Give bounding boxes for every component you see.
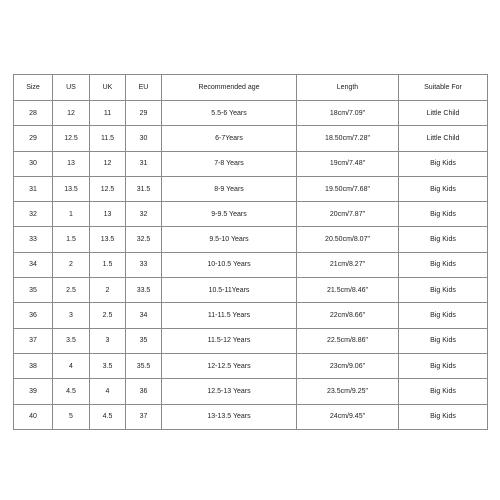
cell-uk: 12.5	[90, 176, 126, 201]
table-row	[14, 101, 488, 126]
cell-eu: 36	[126, 379, 162, 404]
cell-us: 13	[53, 151, 90, 176]
cell-us: 1	[53, 202, 90, 227]
cell-suitable-for: Big Kids	[399, 328, 488, 353]
cell-recommended-age: 9.5-10 Years	[162, 227, 297, 252]
cell-us: 3	[53, 303, 90, 328]
cell-suitable-for: Big Kids	[399, 176, 488, 201]
table-row	[14, 328, 488, 353]
cell-us: 2.5	[53, 278, 90, 303]
cell-uk: 13.5	[90, 227, 126, 252]
cell-size: 37	[14, 328, 53, 353]
header-uk: UK	[90, 75, 126, 101]
cell-recommended-age: 12.5-13 Years	[162, 379, 297, 404]
cell-recommended-age: 11-11.5 Years	[162, 303, 297, 328]
cell-suitable-for: Big Kids	[399, 227, 488, 252]
table-row	[14, 379, 488, 404]
table-row	[14, 278, 488, 303]
cell-us: 4	[53, 353, 90, 378]
cell-eu: 33	[126, 252, 162, 277]
cell-size: 38	[14, 353, 53, 378]
cell-us: 3.5	[53, 328, 90, 353]
cell-size: 30	[14, 151, 53, 176]
cell-recommended-age: 9-9.5 Years	[162, 202, 297, 227]
cell-eu: 32.5	[126, 227, 162, 252]
cell-length: 22cm/8.66"	[297, 303, 399, 328]
table-row	[14, 202, 488, 227]
cell-length: 23cm/9.06"	[297, 353, 399, 378]
cell-suitable-for: Big Kids	[399, 353, 488, 378]
cell-uk: 12	[90, 151, 126, 176]
cell-us: 5	[53, 404, 90, 429]
header-eu: EU	[126, 75, 162, 101]
cell-length: 24cm/9.45"	[297, 404, 399, 429]
cell-suitable-for: Big Kids	[399, 303, 488, 328]
cell-size: 36	[14, 303, 53, 328]
cell-suitable-for: Big Kids	[399, 151, 488, 176]
cell-length: 22.5cm/8.86"	[297, 328, 399, 353]
cell-recommended-age: 10-10.5 Years	[162, 252, 297, 277]
cell-suitable-for: Big Kids	[399, 252, 488, 277]
cell-size: 31	[14, 176, 53, 201]
cell-recommended-age: 8-9 Years	[162, 176, 297, 201]
cell-length: 19.50cm/7.68"	[297, 176, 399, 201]
cell-suitable-for: Big Kids	[399, 404, 488, 429]
cell-uk: 4.5	[90, 404, 126, 429]
cell-length: 18cm/7.09"	[297, 101, 399, 126]
cell-length: 18.50cm/7.28"	[297, 126, 399, 151]
cell-eu: 31	[126, 151, 162, 176]
table-row	[14, 303, 488, 328]
cell-suitable-for: Big Kids	[399, 379, 488, 404]
header-recommended-age: Recommended age	[162, 75, 297, 101]
cell-length: 21.5cm/8.46"	[297, 278, 399, 303]
table-row	[14, 252, 488, 277]
cell-suitable-for: Little Child	[399, 101, 488, 126]
cell-us: 2	[53, 252, 90, 277]
size-chart-table	[13, 74, 488, 430]
table-row	[14, 353, 488, 378]
cell-eu: 33.5	[126, 278, 162, 303]
cell-eu: 35.5	[126, 353, 162, 378]
cell-eu: 32	[126, 202, 162, 227]
cell-size: 33	[14, 227, 53, 252]
cell-suitable-for: Little Child	[399, 126, 488, 151]
cell-recommended-age: 11.5-12 Years	[162, 328, 297, 353]
cell-uk: 13	[90, 202, 126, 227]
cell-size: 39	[14, 379, 53, 404]
cell-length: 20.50cm/8.07"	[297, 227, 399, 252]
cell-recommended-age: 10.5-11Years	[162, 278, 297, 303]
header-suitable-for: Suitable For	[399, 75, 488, 101]
table-row	[14, 227, 488, 252]
cell-uk: 1.5	[90, 252, 126, 277]
cell-recommended-age: 13-13.5 Years	[162, 404, 297, 429]
table-body	[14, 101, 488, 430]
cell-us: 1.5	[53, 227, 90, 252]
table-row	[14, 404, 488, 429]
cell-size: 32	[14, 202, 53, 227]
cell-recommended-age: 7-8 Years	[162, 151, 297, 176]
cell-suitable-for: Big Kids	[399, 278, 488, 303]
cell-uk: 4	[90, 379, 126, 404]
cell-uk: 11	[90, 101, 126, 126]
cell-eu: 30	[126, 126, 162, 151]
cell-size: 35	[14, 278, 53, 303]
cell-eu: 29	[126, 101, 162, 126]
cell-uk: 2	[90, 278, 126, 303]
cell-uk: 3.5	[90, 353, 126, 378]
cell-recommended-age: 12-12.5 Years	[162, 353, 297, 378]
cell-length: 20cm/7.87"	[297, 202, 399, 227]
cell-size: 29	[14, 126, 53, 151]
cell-eu: 34	[126, 303, 162, 328]
cell-us: 12	[53, 101, 90, 126]
cell-length: 19cm/7.48"	[297, 151, 399, 176]
cell-us: 13.5	[53, 176, 90, 201]
header-length: Length	[297, 75, 399, 101]
cell-size: 34	[14, 252, 53, 277]
cell-us: 12.5	[53, 126, 90, 151]
header-us: US	[53, 75, 90, 101]
cell-recommended-age: 6-7Years	[162, 126, 297, 151]
table-row	[14, 151, 488, 176]
cell-recommended-age: 5.5-6 Years	[162, 101, 297, 126]
cell-size: 40	[14, 404, 53, 429]
table-row	[14, 126, 488, 151]
cell-eu: 37	[126, 404, 162, 429]
cell-us: 4.5	[53, 379, 90, 404]
cell-eu: 31.5	[126, 176, 162, 201]
cell-length: 21cm/8.27"	[297, 252, 399, 277]
cell-suitable-for: Big Kids	[399, 202, 488, 227]
cell-uk: 3	[90, 328, 126, 353]
table-header-row	[14, 75, 488, 101]
table-row	[14, 176, 488, 201]
header-size: Size	[14, 75, 53, 101]
cell-uk: 2.5	[90, 303, 126, 328]
cell-eu: 35	[126, 328, 162, 353]
cell-uk: 11.5	[90, 126, 126, 151]
cell-length: 23.5cm/9.25"	[297, 379, 399, 404]
cell-size: 28	[14, 101, 53, 126]
